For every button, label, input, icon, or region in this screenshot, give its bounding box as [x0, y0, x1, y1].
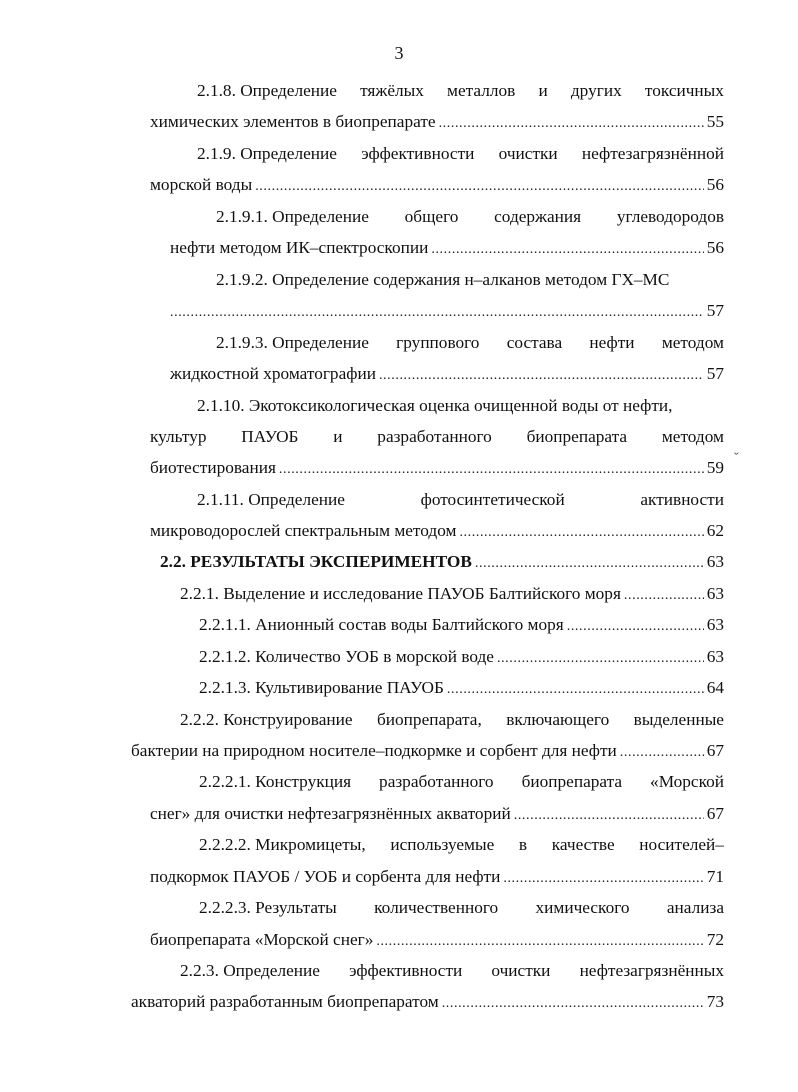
toc-word: качестве — [551, 835, 615, 854]
toc-word: содержания — [494, 207, 582, 226]
dot-leader — [376, 928, 703, 954]
toc-word: биопрепарата — [521, 772, 623, 791]
dot-leader — [503, 865, 703, 891]
toc-word: активности — [640, 490, 724, 509]
toc-entry-2-1-9-3-line-2[interactable] — [170, 360, 724, 388]
toc-page-number: 63 — [706, 647, 724, 666]
toc-entry-text: акваторий разработанным биопрепаратом — [131, 992, 439, 1011]
toc-entry-2-2-2-1-line-2[interactable] — [150, 800, 724, 828]
toc-word: носителей– — [639, 835, 724, 854]
toc-page-number: 55 — [706, 112, 724, 131]
toc-entry-text: бактерии на природном носителе–подкормке и сорбент для нефти — [131, 741, 617, 760]
toc-entry-2-2-3-line-1 — [180, 957, 724, 985]
toc-section-title: 2.2. РЕЗУЛЬТАТЫ ЭКСПЕРИМЕНТОВ — [160, 552, 472, 571]
toc-word: и — [538, 81, 548, 100]
toc-entry-text: жидкостной хроматографии — [170, 364, 376, 383]
dot-leader — [475, 550, 704, 576]
toc-word: общего — [404, 207, 459, 226]
toc-word: 2.2.2.1. Конструкция — [199, 772, 352, 791]
toc-entry-2-2-2-1-line-1 — [199, 768, 724, 796]
toc-word: в — [518, 835, 528, 854]
toc-word: «Морской — [650, 772, 724, 791]
toc-page-number: 67 — [706, 804, 724, 823]
toc-word: методом — [661, 333, 724, 352]
dot-leader — [431, 236, 703, 262]
toc-entry-text: морской воды — [150, 175, 253, 194]
toc-entry-2-2-1[interactable] — [180, 580, 724, 608]
toc-page-number: 56 — [706, 175, 724, 194]
toc-word: химического — [535, 898, 630, 917]
toc-page-number: 71 — [706, 867, 724, 886]
margin-mark: ˇ — [734, 451, 739, 466]
toc-page-number: 56 — [706, 238, 724, 257]
toc-word: металлов — [447, 81, 516, 100]
toc-entry-2-2-2-line-1 — [180, 706, 724, 734]
toc-page-number: 63 — [706, 615, 724, 634]
toc-entry-2-1-9-1-line-2[interactable] — [170, 234, 724, 262]
toc-word: тяжёлых — [360, 81, 424, 100]
toc-word: 2.1.9.3. Определение — [216, 333, 369, 352]
dot-leader — [497, 645, 704, 671]
toc-word: методом — [661, 427, 724, 446]
toc-page-number: 67 — [706, 741, 724, 760]
page-number: 3 — [394, 43, 404, 63]
toc-word: 2.2.2.2. Микромицеты, — [199, 835, 366, 854]
toc-word: 2.1.11. Определение — [197, 490, 345, 509]
toc-entry-2-2-2-3-line-1 — [199, 894, 724, 922]
toc-word: нефти — [589, 333, 635, 352]
toc-entry-2-2-1-1[interactable] — [199, 611, 724, 639]
toc-page-number: 57 — [706, 301, 724, 320]
toc-word: анализа — [666, 898, 724, 917]
toc-entry-2-1-10-line-3[interactable] — [150, 454, 724, 482]
dot-leader — [514, 802, 704, 828]
toc-word: биопрепарата — [526, 427, 628, 446]
toc-word: состава — [506, 333, 563, 352]
toc-page-number: 73 — [706, 992, 724, 1011]
toc-word: культур — [150, 427, 207, 446]
dot-leader — [255, 173, 704, 199]
toc-word: 2.2.3. Определение — [180, 961, 320, 980]
toc-entry-2-2-2-2-line-1 — [199, 831, 724, 859]
dot-leader — [442, 990, 704, 1016]
toc-word: 2.1.8. Определение — [197, 81, 337, 100]
dot-leader — [624, 582, 704, 608]
toc-word: разработанного — [379, 772, 494, 791]
toc-word: используемые — [390, 835, 495, 854]
toc-entry-2-1-8-line-1 — [197, 77, 724, 105]
toc-entry-text: снег» для очистки нефтезагрязнённых акваторий — [150, 804, 511, 823]
dot-leader — [447, 676, 704, 702]
toc-word: эффективности — [361, 144, 475, 163]
toc-entry-2-1-10-line-2 — [150, 423, 724, 451]
toc-page-number: 72 — [706, 930, 724, 949]
toc-section-2-2[interactable] — [160, 548, 724, 576]
toc-page-number: 59 — [706, 458, 724, 477]
toc-entry-2-2-2-2-line-2[interactable] — [150, 863, 724, 891]
dot-leader — [379, 362, 704, 388]
toc-entry-2-2-2-line-2[interactable] — [131, 737, 724, 765]
toc-entry-2-1-9-line-2[interactable] — [150, 171, 724, 199]
toc-word: фотосинтетической — [420, 490, 565, 509]
toc-entry-2-1-11-line-1 — [197, 486, 724, 514]
toc-word: нефтезагрязнённой — [581, 144, 724, 163]
toc-word: токсичных — [644, 81, 724, 100]
toc-page-number: 57 — [706, 364, 724, 383]
toc-word: включающего — [506, 710, 610, 729]
toc-entry-2-2-2-3-line-2[interactable] — [150, 926, 724, 954]
dot-leader — [620, 739, 704, 765]
dot-leader — [170, 299, 704, 325]
toc-entry-2-1-11-line-2[interactable] — [150, 517, 724, 545]
toc-word: выделенные — [633, 710, 724, 729]
toc-word: нефтезагрязнённых — [579, 961, 724, 980]
toc-entry-2-1-8-line-2[interactable] — [150, 108, 724, 136]
toc-entry-text: нефти методом ИК–спектроскопии — [170, 238, 429, 257]
toc-entry-2-1-9-3-line-1 — [216, 329, 724, 357]
toc-entry-text: микроводорослей спектральным методом — [150, 521, 457, 540]
toc-entry-2-1-10-line-1: 2.1.10. Экотоксикологическая оценка очищенной воды от нефти, — [197, 396, 673, 415]
toc-word: очистки — [498, 144, 558, 163]
toc-entry-text: 2.2.1.1. Анионный состав воды Балтийского моря — [199, 615, 564, 634]
toc-page-number: 63 — [706, 584, 724, 603]
toc-entry-2-2-1-3[interactable] — [199, 674, 724, 702]
toc-page-number: 64 — [706, 678, 724, 697]
toc-word: 2.1.9.1. Определение — [216, 207, 369, 226]
toc-word: количественного — [374, 898, 499, 917]
toc-word: эффективности — [349, 961, 463, 980]
dot-leader — [279, 456, 704, 482]
toc-entry-text: подкормок ПАУОБ / УОБ и сорбента для нефти — [150, 867, 501, 886]
toc-word: других — [570, 81, 622, 100]
toc-page-number: 63 — [706, 552, 724, 571]
toc-word: очистки — [491, 961, 551, 980]
toc-word: биопрепарата, — [377, 710, 482, 729]
toc-entry-text: биопрепарата «Морской снег» — [150, 930, 374, 949]
toc-word: углеводородов — [616, 207, 724, 226]
toc-entry-text: 2.2.1.2. Количество УОБ в морской воде — [199, 647, 494, 666]
toc-entry-2-2-1-2[interactable] — [199, 643, 724, 671]
toc-entry-2-1-9-2-line-2[interactable] — [170, 297, 724, 325]
toc-entry-text: 2.2.1. Выделение и исследование ПАУОБ Балтийского моря — [180, 584, 621, 603]
toc-entry-text: химических элементов в биопрепарате — [150, 112, 436, 131]
toc-entry-text: биотестирования — [150, 458, 276, 477]
toc-page-number: 62 — [706, 521, 724, 540]
toc-entry-2-1-9-2-line-1: 2.1.9.2. Определение содержания н–алканов методом ГХ–МС — [216, 270, 670, 289]
toc-entry-2-2-3-line-2[interactable] — [131, 988, 724, 1016]
toc-word: ПАУОБ — [241, 427, 299, 446]
toc-word: 2.2.2. Конструирование — [180, 710, 353, 729]
toc-word: 2.1.9. Определение — [197, 144, 337, 163]
dot-leader — [567, 613, 704, 639]
toc-entry-2-1-9-line-1 — [197, 140, 724, 168]
toc-word: группового — [396, 333, 480, 352]
toc-entry-text: 2.2.1.3. Культивирование ПАУОБ — [199, 678, 444, 697]
dot-leader — [459, 519, 703, 545]
toc-word: и — [333, 427, 343, 446]
dot-leader — [439, 110, 704, 136]
toc-entry-2-1-9-1-line-1 — [216, 203, 724, 231]
toc-word: 2.2.2.3. Результаты — [199, 898, 337, 917]
toc-word: разработанного — [377, 427, 492, 446]
